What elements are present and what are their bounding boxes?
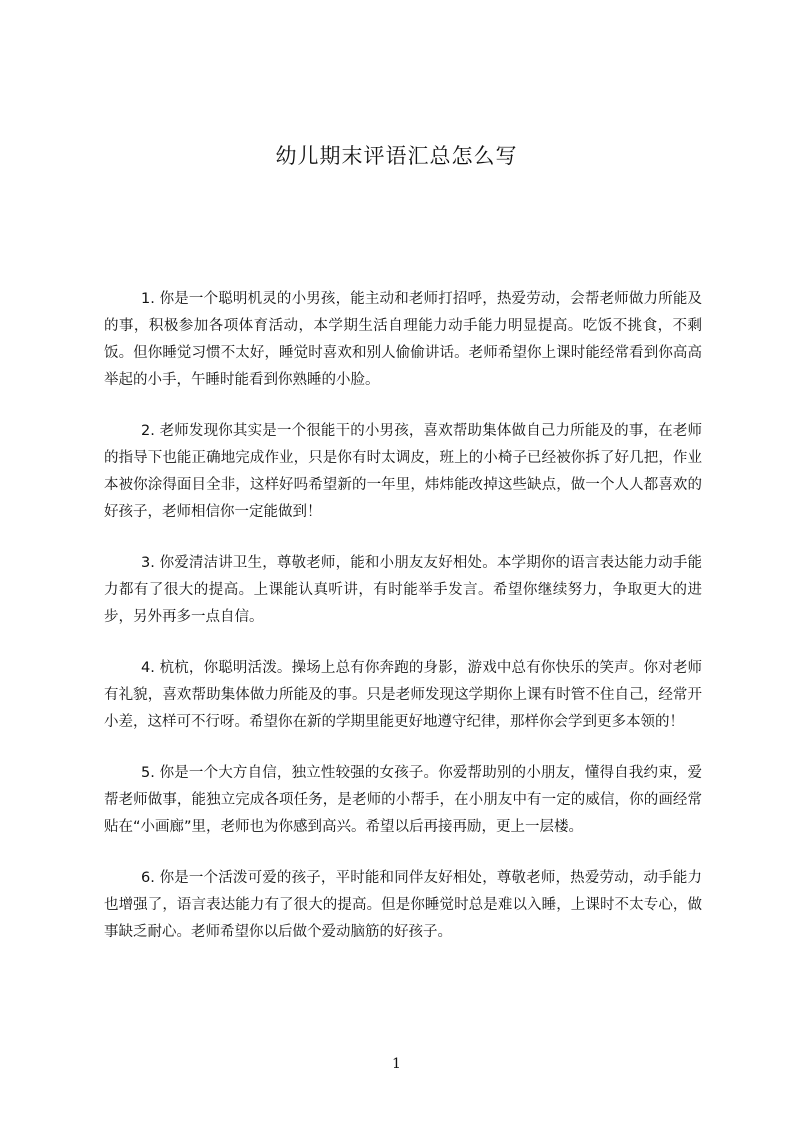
paragraph-3: 3. 你爱清洁讲卫生，尊敬老师，能和小朋友友好相处。本学期你的语言表达能力动手能力都有了很大的提高。上课能认真听讲，有时能举手发言。希望你继续努力，争取更大的进步，另外再多一点自信。 (104, 555, 702, 625)
page-number: 1 (392, 1056, 401, 1072)
paragraph-5: 5. 你是一个大方自信，独立性较强的女孩子。你爱帮助别的小朋友，懂得自我约束，爱帮老师做事，能独立完成各项任务，是老师的小帮手，在小朋友中有一定的威信，你的画经常贴在“小画廊”里，老师也为你感到高兴。希望以后再接再励，更上一层楼。 (104, 765, 702, 835)
document-body (104, 286, 702, 970)
paragraph-1: 1. 你是一个聪明机灵的小男孩，能主动和老师打招呼，热爱劳动，会帮老师做力所能及的事，积极参加各项体育活动，本学期生活自理能力动手能力明显提高。吃饭不挑食，不剩饭。但你睡觉习惯不太好，睡觉时喜欢和别人偷偷讲话。老师希望你上课时能经常看到你高高举起的小手，午睡时能看到你熟睡的小脸。 (104, 291, 702, 388)
document-title: 幼儿期末评语汇总怎么写 (275, 144, 518, 168)
paragraph-6: 6. 你是一个活泼可爱的孩子，平时能和同伴友好相处，尊敬老师，热爱劳动，动手能力也增强了，语言表达能力有了很大的提高。但是你睡觉时总是难以入睡，上课时不太专心，做事缺乏耐心。老师希望你以后做个爱动脑筋的好孩子。 (104, 870, 702, 940)
paragraph-4: 4. 杭杭，你聪明活泼。操场上总有你奔跑的身影，游戏中总有你快乐的笑声。你对老师有礼貌，喜欢帮助集体做力所能及的事。只是老师发现这学期你上课有时管不住自己，经常开小差，这样可不行呀。希望你在新的学期里能更好地遵守纪律，那样你会学到更多本领的！ (104, 660, 702, 730)
paragraph-2: 2. 老师发现你其实是一个很能干的小男孩，喜欢帮助集体做自己力所能及的事，在老师的指导下也能正确地完成作业，只是你有时太调皮，班上的小椅子已经被你拆了好几把，作业本被你涂得面目全非，这样好吗希望新的一年里，炜炜能改掉这些缺点，做一个人人都喜欢的好孩子，老师相信你一定能做到！ (104, 423, 702, 520)
